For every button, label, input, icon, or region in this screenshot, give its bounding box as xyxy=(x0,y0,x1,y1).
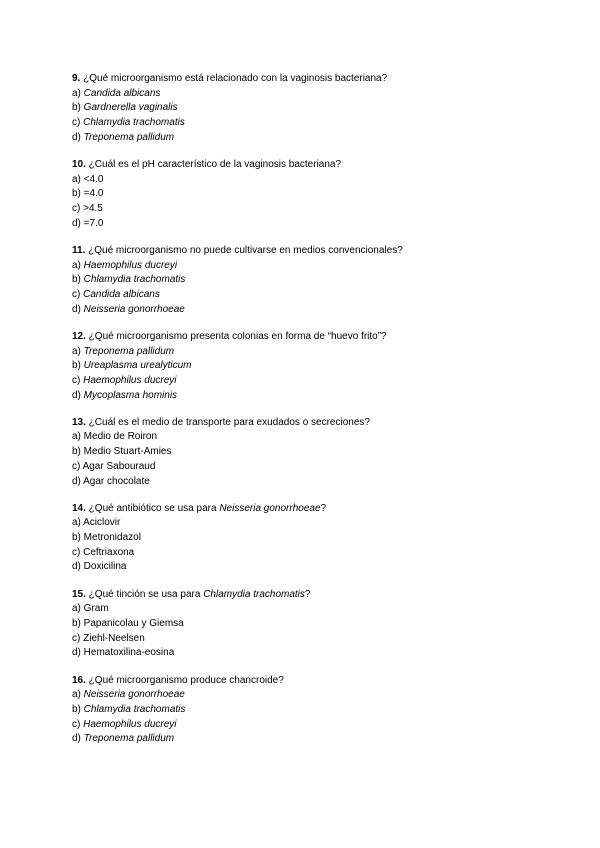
option-letter: b) xyxy=(72,446,84,458)
question-number: 14. xyxy=(72,502,86,514)
option-letter: c) xyxy=(72,203,84,214)
option-text: Treponema pallidum xyxy=(83,733,175,745)
answer-option-d xyxy=(72,217,532,232)
option-letter: d) xyxy=(72,131,84,143)
question-number: 9. xyxy=(72,73,81,84)
option-text: Candida albicans xyxy=(83,87,161,99)
option-letter: c) xyxy=(72,632,84,644)
option-text: Haemophilus ducreyi xyxy=(83,259,178,271)
option-letter: d) xyxy=(72,475,84,487)
option-text: Chlamydia trachomatis xyxy=(83,274,186,286)
answer-option-c xyxy=(72,116,532,131)
answer-option-b xyxy=(72,703,532,718)
option-text: Hematoxilina-eosina xyxy=(83,647,175,659)
option-letter: a) xyxy=(72,259,84,271)
answer-option-c xyxy=(72,718,532,733)
option-letter: a) xyxy=(72,173,84,185)
option-text: Chlamydia trachomatis xyxy=(83,703,186,715)
option-text: Agar chocolate xyxy=(83,475,150,487)
question-number: 13. xyxy=(72,416,86,428)
question-text-end: ? xyxy=(320,502,327,514)
option-text: Treponema pallidum xyxy=(83,131,175,143)
option-letter: c) xyxy=(72,117,84,129)
question-text: ¿Qué microorganismo no puede cultivarse en medios convencionales? xyxy=(85,244,403,256)
question-text: ¿Qué microorganismo presenta colonias en forma de “huevo frito”? xyxy=(85,330,387,342)
option-letter: c) xyxy=(72,718,84,730)
option-letter: a) xyxy=(72,431,84,443)
option-text: Neisseria gonorrhoeae xyxy=(83,303,185,315)
question-text: ¿Qué antibiótico se usa para xyxy=(85,502,220,514)
answer-option-a xyxy=(72,688,532,703)
answer-option-a xyxy=(72,602,532,617)
question-13 xyxy=(72,416,532,489)
question-11 xyxy=(72,244,532,317)
question-text: ¿Qué microorganismo produce chancroide? xyxy=(85,674,284,686)
option-text: =7.0 xyxy=(83,217,104,229)
question-stem xyxy=(72,416,532,431)
option-text: Haemophilus ducreyi xyxy=(83,718,177,730)
option-letter: c) xyxy=(72,460,83,472)
question-number: 12. xyxy=(72,330,86,342)
option-letter: b) xyxy=(72,188,84,200)
question-stem xyxy=(72,72,532,87)
answer-option-a xyxy=(72,430,532,445)
answer-option-c xyxy=(72,202,532,217)
question-text-end: ? xyxy=(304,588,311,600)
option-text: Chlamydia trachomatis xyxy=(83,117,185,129)
question-number: 11. xyxy=(72,244,86,256)
option-letter: c) xyxy=(72,288,84,300)
answer-option-b xyxy=(72,617,532,632)
option-text: Papanicolau y Giemsa xyxy=(83,618,184,629)
option-letter: a) xyxy=(72,345,84,357)
option-letter: d) xyxy=(72,389,84,401)
answer-option-a xyxy=(72,345,532,360)
option-text: Ureaplasma urealyticum xyxy=(83,360,192,372)
question-number: 16. xyxy=(72,674,86,686)
question-stem xyxy=(72,674,532,689)
option-text: Metronidazol xyxy=(83,532,141,544)
question-stem xyxy=(72,330,532,345)
option-text: Neisseria gonorrhoeae xyxy=(83,689,185,701)
question-16 xyxy=(72,674,532,747)
option-letter: b) xyxy=(72,102,84,114)
question-number: 15. xyxy=(72,588,86,600)
option-text: Doxicilina xyxy=(83,561,127,573)
question-stem xyxy=(72,244,532,259)
answer-option-b xyxy=(72,445,532,460)
answer-option-b xyxy=(72,101,532,116)
question-text: ¿Cuál es el pH característico de la vaginosis bacteriana? xyxy=(85,158,342,170)
answer-option-a xyxy=(72,173,532,188)
option-letter: c) xyxy=(72,546,84,558)
answer-option-b xyxy=(72,359,532,374)
option-text: Mycoplasma hominis xyxy=(83,389,178,401)
answer-option-b xyxy=(72,187,532,202)
question-text: ¿Cuál es el medio de transporte para exudados o secreciones? xyxy=(85,416,370,428)
option-text: Medio de Roiron xyxy=(83,431,158,443)
option-text: Medio Stuart-Amies xyxy=(83,446,172,458)
option-text: Aciclovir xyxy=(83,517,121,529)
option-letter: d) xyxy=(72,303,84,315)
option-letter: a) xyxy=(72,517,84,529)
option-text: Treponema pallidum xyxy=(83,345,175,357)
answer-option-b xyxy=(72,531,532,546)
option-text: Haemophilus ducreyi xyxy=(83,374,177,386)
option-text: Ceftriaxona xyxy=(83,546,135,558)
option-text: Candida albicans xyxy=(83,288,160,300)
option-letter: b) xyxy=(72,532,84,544)
option-letter: d) xyxy=(72,647,84,659)
question-stem xyxy=(72,158,532,173)
question-text: ¿Qué microorganismo está relacionado con la vaginosis bacteriana? xyxy=(80,73,388,84)
question-10 xyxy=(72,158,532,231)
answer-option-d xyxy=(72,475,532,490)
option-letter: a) xyxy=(72,603,84,615)
option-letter: b) xyxy=(72,360,84,372)
option-letter: c) xyxy=(72,374,84,386)
option-letter: a) xyxy=(72,689,84,701)
question-text-species: Chlamydia trachomatis xyxy=(203,588,305,600)
option-text: Gardnerella vaginalis xyxy=(83,102,178,114)
option-letter: a) xyxy=(72,87,84,99)
answer-option-d xyxy=(72,303,532,318)
option-letter: d) xyxy=(72,217,84,229)
question-14 xyxy=(72,502,532,575)
question-12 xyxy=(72,330,532,403)
answer-option-d xyxy=(72,732,532,747)
question-stem xyxy=(72,588,532,603)
option-letter: d) xyxy=(72,561,84,573)
answer-option-c xyxy=(72,288,532,303)
question-15 xyxy=(72,588,532,661)
option-text: Gram xyxy=(83,603,109,615)
option-text: >4.5 xyxy=(83,203,103,214)
question-9 xyxy=(72,72,532,145)
option-text: Agar Sabouraud xyxy=(82,460,156,472)
answer-option-a xyxy=(72,516,532,531)
answer-option-d xyxy=(72,646,532,661)
option-letter: b) xyxy=(72,618,84,629)
question-number: 10. xyxy=(72,158,86,170)
option-letter: b) xyxy=(72,274,84,286)
answer-option-a xyxy=(72,259,532,274)
answer-option-a xyxy=(72,87,532,102)
question-stem xyxy=(72,502,532,517)
question-text: ¿Qué tinción se usa para xyxy=(85,588,204,600)
answer-option-b xyxy=(72,273,532,288)
answer-option-c xyxy=(72,460,532,475)
answer-option-d xyxy=(72,131,532,146)
option-text: <4.0 xyxy=(83,173,104,185)
answer-option-d xyxy=(72,560,532,575)
answer-option-c xyxy=(72,374,532,389)
answer-option-d xyxy=(72,389,532,404)
option-letter: d) xyxy=(72,733,84,745)
question-text-species: Neisseria gonorrhoeae xyxy=(219,502,321,514)
question-sheet xyxy=(72,72,532,760)
answer-option-c xyxy=(72,632,532,647)
option-letter: b) xyxy=(72,703,84,715)
answer-option-c xyxy=(72,546,532,561)
option-text: =4.0 xyxy=(83,188,104,200)
option-text: Ziehl-Neelsen xyxy=(83,632,145,644)
